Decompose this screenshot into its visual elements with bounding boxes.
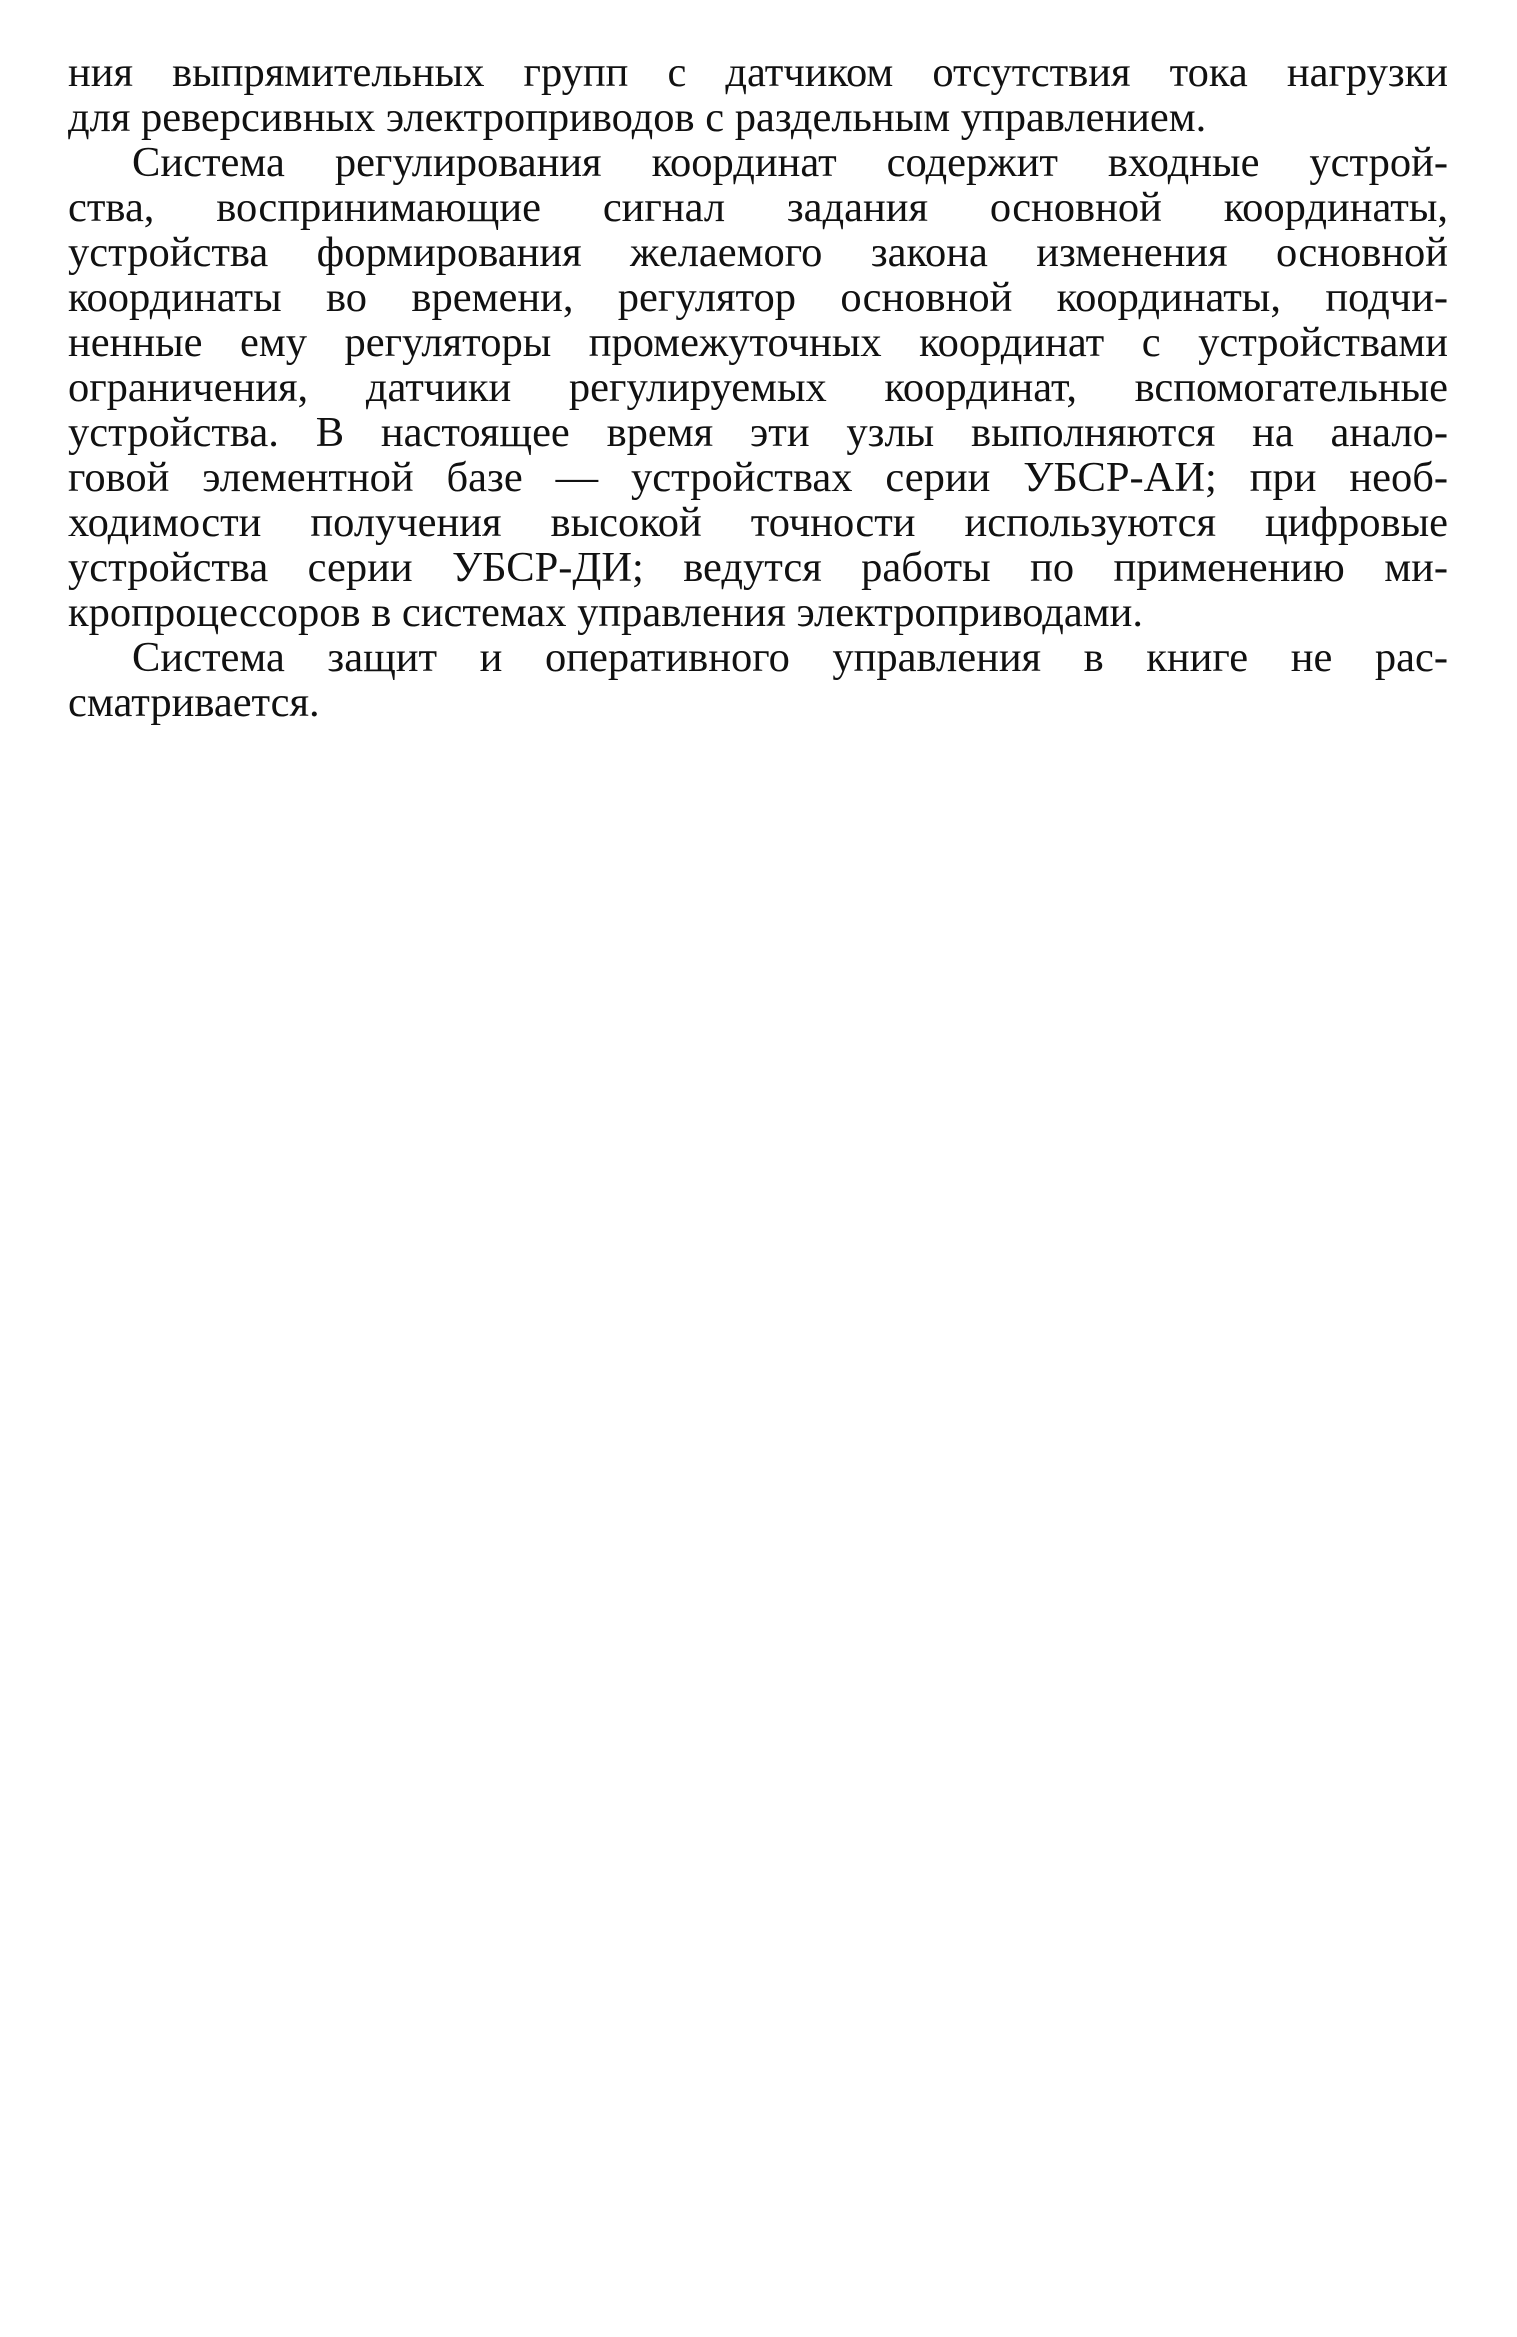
text-line: ства, воспринимающие сигнал задания основной координаты, bbox=[68, 185, 1448, 230]
text-line: ненные ему регуляторы промежуточных координат с устройствами bbox=[68, 320, 1448, 365]
text-line: ограничения, датчики регулируемых координат, вспомогательные bbox=[68, 365, 1448, 410]
text-line: устройства. В настоящее время эти узлы выполняются на анало- bbox=[68, 410, 1448, 455]
text-line: устройства серии УБСР-ДИ; ведутся работы по применению ми- bbox=[68, 545, 1448, 590]
paragraph-continuation bbox=[68, 50, 1448, 140]
text-line: ния выпрямительных групп с датчиком отсутствия тока нагрузки bbox=[68, 50, 1448, 95]
document-page bbox=[68, 50, 1448, 725]
paragraph-protection-system bbox=[68, 635, 1448, 725]
text-line: для реверсивных электроприводов с раздельным управлением. bbox=[68, 95, 1207, 140]
text-line: кропроцессоров в системах управления электроприводами. bbox=[68, 590, 1144, 635]
text-line: устройства формирования желаемого закона изменения основной bbox=[68, 230, 1448, 275]
text-line: говой элементной базе — устройствах серии УБСР-АИ; при необ- bbox=[68, 455, 1448, 500]
text-line: сматривается. bbox=[68, 680, 320, 725]
text-line: Система регулирования координат содержит входные устрой- bbox=[132, 140, 1448, 185]
text-line: координаты во времени, регулятор основной координаты, подчи- bbox=[68, 275, 1448, 320]
text-line: ходимости получения высокой точности используются цифровые bbox=[68, 500, 1448, 545]
paragraph-coordinate-control bbox=[68, 140, 1448, 635]
text-line: Система защит и оперативного управления в книге не рас- bbox=[132, 635, 1448, 680]
